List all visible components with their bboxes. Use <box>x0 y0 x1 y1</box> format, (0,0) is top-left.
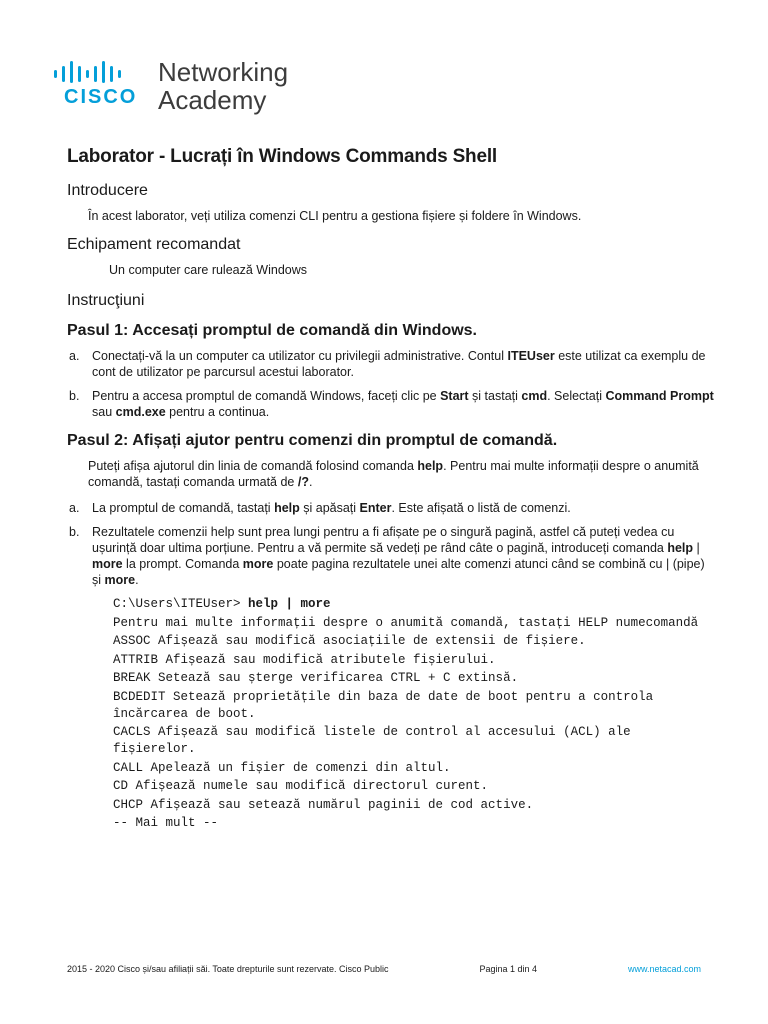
text-run: . Este afișată o listă de comenzi. <box>391 501 571 515</box>
cisco-wordmark: CISCO <box>64 86 138 108</box>
text-run: La promptul de comandă, tastați <box>92 501 275 515</box>
step1-b-letter: b. <box>69 389 80 403</box>
code-line: BREAK Setează sau șterge verificarea CTRL + C extinsă. <box>113 671 519 685</box>
text-run: Rezultatele comenzii help sunt prea lungi pentru a fi afișate pe o singură pagină, astfel că puteți vedea cu ușurință doar ultima porțiune. Pentru a vă permite să vedeți pe rând câte o pagină, introduceți comanda <box>92 525 675 555</box>
code-line: CD Afișează numele sau modifică directorul curent. <box>113 779 489 793</box>
text-run: Puteți afișa ajutorul din linia de comandă folosind comanda <box>88 459 418 473</box>
step2-a-text <box>92 500 717 516</box>
text-run: . Pentru mai multe informații despre o anumită comandă, tastați comanda urmată de <box>88 459 699 489</box>
text-run: . <box>135 573 139 587</box>
text-run: este utilizat ca exemplu de cont de utilizator pe parcursul acestui laborator. <box>92 349 706 379</box>
academy-wordmark <box>158 58 288 114</box>
prompt-text: C:\Users\ITEUser> <box>113 597 249 611</box>
text-run: și apăsați <box>299 501 360 515</box>
text-run: Pentru a accesa promptul de comandă Windows, faceți clic pe <box>92 389 441 403</box>
command-text: help | more <box>248 597 331 611</box>
step2-heading: Pasul 2: Afișați ajutor pentru comenzi din promptul de comandă. <box>67 432 558 449</box>
bold-run: cmd <box>521 389 548 403</box>
code-line: CACLS Afișează sau modifică listele de control al accesului (ACL) ale fișierelor. <box>113 725 631 756</box>
netacad-link[interactable]: www.netacad.com <box>627 964 701 974</box>
bold-run: Enter <box>359 501 392 515</box>
text-run: la prompt. Comanda <box>122 557 243 571</box>
bold-run: help <box>667 541 694 555</box>
page-title: Laborator - Lucrați în Windows Commands Shell <box>67 146 497 167</box>
wordmark-line-1: Networking <box>158 57 289 87</box>
code-prompt-line <box>113 596 717 613</box>
step2-paragraph <box>88 458 717 490</box>
text-run: . <box>308 475 313 489</box>
bold-run: /? <box>297 475 309 489</box>
text-run: pentru a continua. <box>165 405 270 419</box>
bold-run: help <box>417 459 444 473</box>
step1-item-b <box>67 388 717 420</box>
equipment-heading: Echipament recomandat <box>67 236 241 253</box>
bold-run: more <box>242 557 274 571</box>
code-line: Pentru mai multe informații despre o anumită comandă, tastați HELP numecomandă <box>113 615 699 630</box>
text-run: | <box>693 541 700 555</box>
bullet-icon <box>88 262 109 278</box>
text-run: poate pagina rezultatele unei alte comenzi atunci când se combină cu | (pipe) și <box>92 557 705 587</box>
step1-a-letter: a. <box>69 349 80 363</box>
wordmark-line-2: Academy <box>158 85 267 115</box>
equipment-item <box>88 262 717 278</box>
code-line: CHCP Afișează sau setează numărul paginii de cod active. <box>113 797 534 812</box>
step1-b-text <box>92 388 717 420</box>
page-number: Pagina 1 din 4 <box>479 964 537 974</box>
bold-run: cmd.exe <box>115 405 166 419</box>
page-footer <box>67 964 701 974</box>
code-block <box>113 596 717 832</box>
intro-heading: Introducere <box>67 182 148 199</box>
equipment-item-text: Un computer care rulează Windows <box>109 263 307 277</box>
step1-heading: Pasul 1: Accesați promptul de comandă din Windows. <box>67 322 477 339</box>
step1-item-a <box>67 348 717 380</box>
code-line: ASSOC Afișează sau modifică asociațiile de extensii de fișiere. <box>113 634 586 648</box>
step1-list <box>67 348 717 420</box>
step2-list <box>67 500 717 588</box>
step1-a-text <box>92 348 717 380</box>
code-line: -- Mai mult -- <box>113 816 219 830</box>
bold-run: more <box>104 573 136 587</box>
bold-run: ITEUser <box>507 349 555 363</box>
instructions-heading: Instrucţiuni <box>67 292 145 309</box>
step2-a-letter: a. <box>69 501 80 515</box>
document-body <box>67 140 717 834</box>
text-run: sau <box>92 405 116 419</box>
code-line: CALL Apelează un fișier de comenzi din altul. <box>113 760 451 775</box>
intro-text: În acest laborator, veți utiliza comenzi CLI pentru a gestiona fișiere și foldere în Windows. <box>88 209 582 223</box>
bold-run: Start <box>440 389 469 403</box>
step2-b-text <box>92 524 717 588</box>
code-line: ATTRIB Afișează sau modifică atributele fișierului. <box>113 652 496 667</box>
bold-run: more <box>92 557 123 571</box>
copyright-text: 2015 - 2020 Cisco și/sau afiliații săi. Toate drepturile sunt rezervate. Cisco Public <box>67 964 389 974</box>
step2-item-a <box>67 500 717 516</box>
text-run: Conectați-vă la un computer ca utilizator cu privilegii administrative. Contul <box>92 349 508 363</box>
bold-run: Command Prompt <box>605 389 714 403</box>
code-line: BCDEDIT Setează proprietățile din baza de date de boot pentru a controla încărcarea de boot. <box>113 689 654 721</box>
cisco-networking-academy-logo <box>52 58 302 118</box>
step2-b-letter: b. <box>69 525 80 539</box>
cisco-bridge-icon <box>52 60 142 84</box>
text-run: . Selectați <box>547 389 606 403</box>
step2-item-b <box>67 524 717 588</box>
text-run: și tastați <box>468 389 522 403</box>
bold-run: help <box>274 501 300 515</box>
